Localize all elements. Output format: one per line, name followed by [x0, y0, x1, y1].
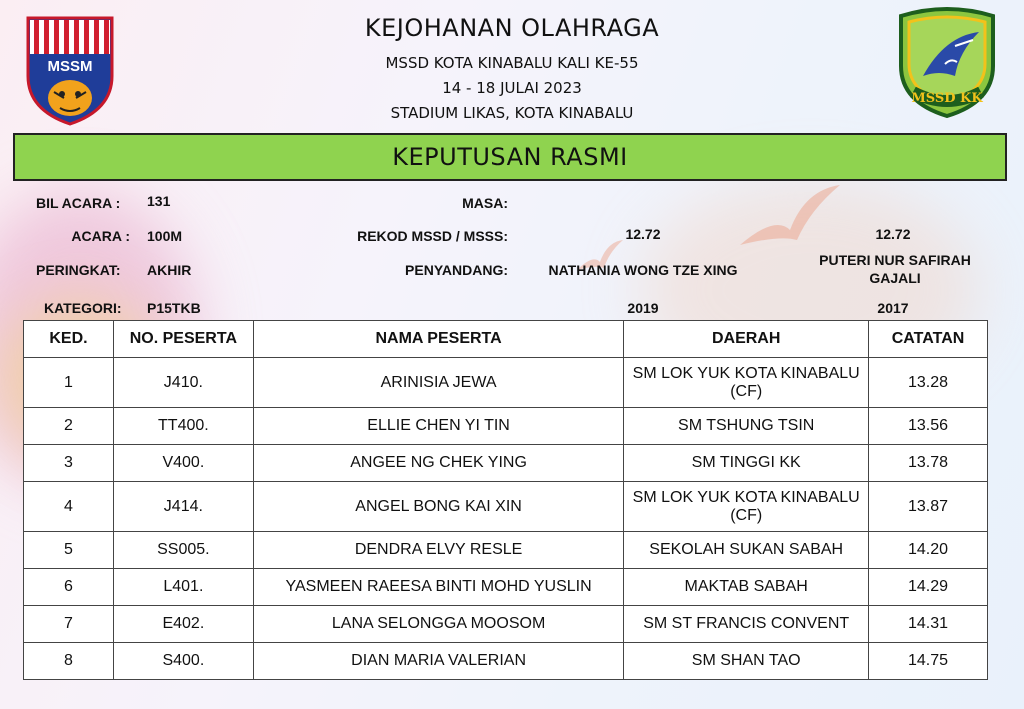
mssm-logo: [24, 14, 116, 126]
cell-catatan: 13.28: [869, 358, 988, 408]
col-header-no-peserta: NO. PESERTA: [113, 321, 253, 358]
col-header-catatan: CATATAN: [869, 321, 988, 358]
cell-catatan: 13.87: [869, 482, 988, 532]
cell-no-peserta: J410.: [113, 358, 253, 408]
cell-nama-peserta: ARINISIA JEWA: [253, 358, 624, 408]
cell-catatan: 13.78: [869, 445, 988, 482]
cell-ked: 8: [24, 643, 114, 680]
cell-nama-peserta: ELLIE CHEN YI TIN: [253, 408, 624, 445]
rekod-label: REKOD MSSD / MSSS:: [357, 228, 508, 244]
cell-nama-peserta: ANGEE NG CHEK YING: [253, 445, 624, 482]
event-subtitle: MSSD KOTA KINABALU KALI KE-55: [385, 54, 639, 72]
peringkat-label: PERINGKAT:: [36, 262, 121, 278]
penyandang-mssd-value: NATHANIA WONG TZE XING: [548, 262, 738, 278]
table-row: [24, 482, 988, 532]
cell-ked: 3: [24, 445, 114, 482]
cell-ked: 1: [24, 358, 114, 408]
cell-nama-peserta: ANGEL BONG KAI XIN: [253, 482, 624, 532]
cell-no-peserta: SS005.: [113, 532, 253, 569]
official-results-banner: KEPUTUSAN RASMI: [13, 133, 1007, 181]
masa-label: MASA:: [462, 195, 508, 211]
cell-no-peserta: E402.: [113, 606, 253, 643]
event-dates: 14 - 18 JULAI 2023: [442, 79, 582, 97]
mssd-kk-logo: [895, 6, 999, 118]
table-row: [24, 408, 988, 445]
cell-ked: 2: [24, 408, 114, 445]
cell-catatan: 14.29: [869, 569, 988, 606]
table-row: [24, 445, 988, 482]
peringkat-value: AKHIR: [147, 262, 192, 278]
rekod-mssd-value: 12.72: [625, 226, 661, 242]
cell-ked: 7: [24, 606, 114, 643]
kategori-value: P15TKB: [147, 300, 201, 316]
penyandang-label: PENYANDANG:: [405, 262, 508, 278]
col-header-ked: KED.: [24, 321, 114, 358]
table-header-row: [24, 321, 988, 358]
acara-label: ACARA :: [71, 228, 130, 244]
cell-no-peserta: TT400.: [113, 408, 253, 445]
cell-nama-peserta: LANA SELONGGA MOOSOM: [253, 606, 624, 643]
cell-ked: 5: [24, 532, 114, 569]
table-row: [24, 643, 988, 680]
svg-text:MSSD KK: MSSD KK: [911, 91, 983, 106]
cell-no-peserta: S400.: [113, 643, 253, 680]
rekod-msss-value: 12.72: [875, 226, 911, 242]
cell-daerah: SM SHAN TAO: [624, 643, 869, 680]
event-venue: STADIUM LIKAS, KOTA KINABALU: [390, 104, 634, 122]
cell-daerah: SM LOK YUK KOTA KINABALU (CF): [624, 482, 869, 532]
cell-no-peserta: J414.: [113, 482, 253, 532]
cell-nama-peserta: YASMEEN RAEESA BINTI MOHD YUSLIN: [253, 569, 624, 606]
kategori-label: KATEGORI:: [44, 300, 122, 316]
acara-value: 100M: [147, 228, 183, 244]
col-header-nama-peserta: NAMA PESERTA: [253, 321, 624, 358]
cell-catatan: 14.75: [869, 643, 988, 680]
penyandang-msss-line1: PUTERI NUR SAFIRAH: [819, 252, 971, 268]
cell-nama-peserta: DENDRA ELVY RESLE: [253, 532, 624, 569]
penyandang-msss-line2: GAJALI: [869, 270, 921, 286]
cell-daerah: SM ST FRANCIS CONVENT: [624, 606, 869, 643]
col-header-daerah: DAERAH: [624, 321, 869, 358]
cell-nama-peserta: DIAN MARIA VALERIAN: [253, 643, 624, 680]
cell-catatan: 14.20: [869, 532, 988, 569]
cell-daerah: SM TINGGI KK: [624, 445, 869, 482]
cell-no-peserta: L401.: [113, 569, 253, 606]
tahun-msss-value: 2017: [877, 300, 909, 316]
cell-catatan: 14.31: [869, 606, 988, 643]
results-table: [23, 320, 988, 680]
cell-ked: 6: [24, 569, 114, 606]
cell-daerah: SM LOK YUK KOTA KINABALU (CF): [624, 358, 869, 408]
table-row: [24, 606, 988, 643]
cell-no-peserta: V400.: [113, 445, 253, 482]
cell-ked: 4: [24, 482, 114, 532]
svg-text:MSSM: MSSM: [47, 58, 93, 75]
cell-daerah: MAKTAB SABAH: [624, 569, 869, 606]
event-title: KEJOHANAN OLAHRAGA: [364, 14, 660, 42]
table-row: [24, 532, 988, 569]
table-row: [24, 358, 988, 408]
cell-catatan: 13.56: [869, 408, 988, 445]
bil-acara-value: 131: [147, 193, 171, 209]
cell-daerah: SM TSHUNG TSIN: [624, 408, 869, 445]
bil-acara-label: BIL ACARA :: [36, 195, 121, 211]
table-row: [24, 569, 988, 606]
cell-daerah: SEKOLAH SUKAN SABAH: [624, 532, 869, 569]
tahun-mssd-value: 2019: [627, 300, 659, 316]
